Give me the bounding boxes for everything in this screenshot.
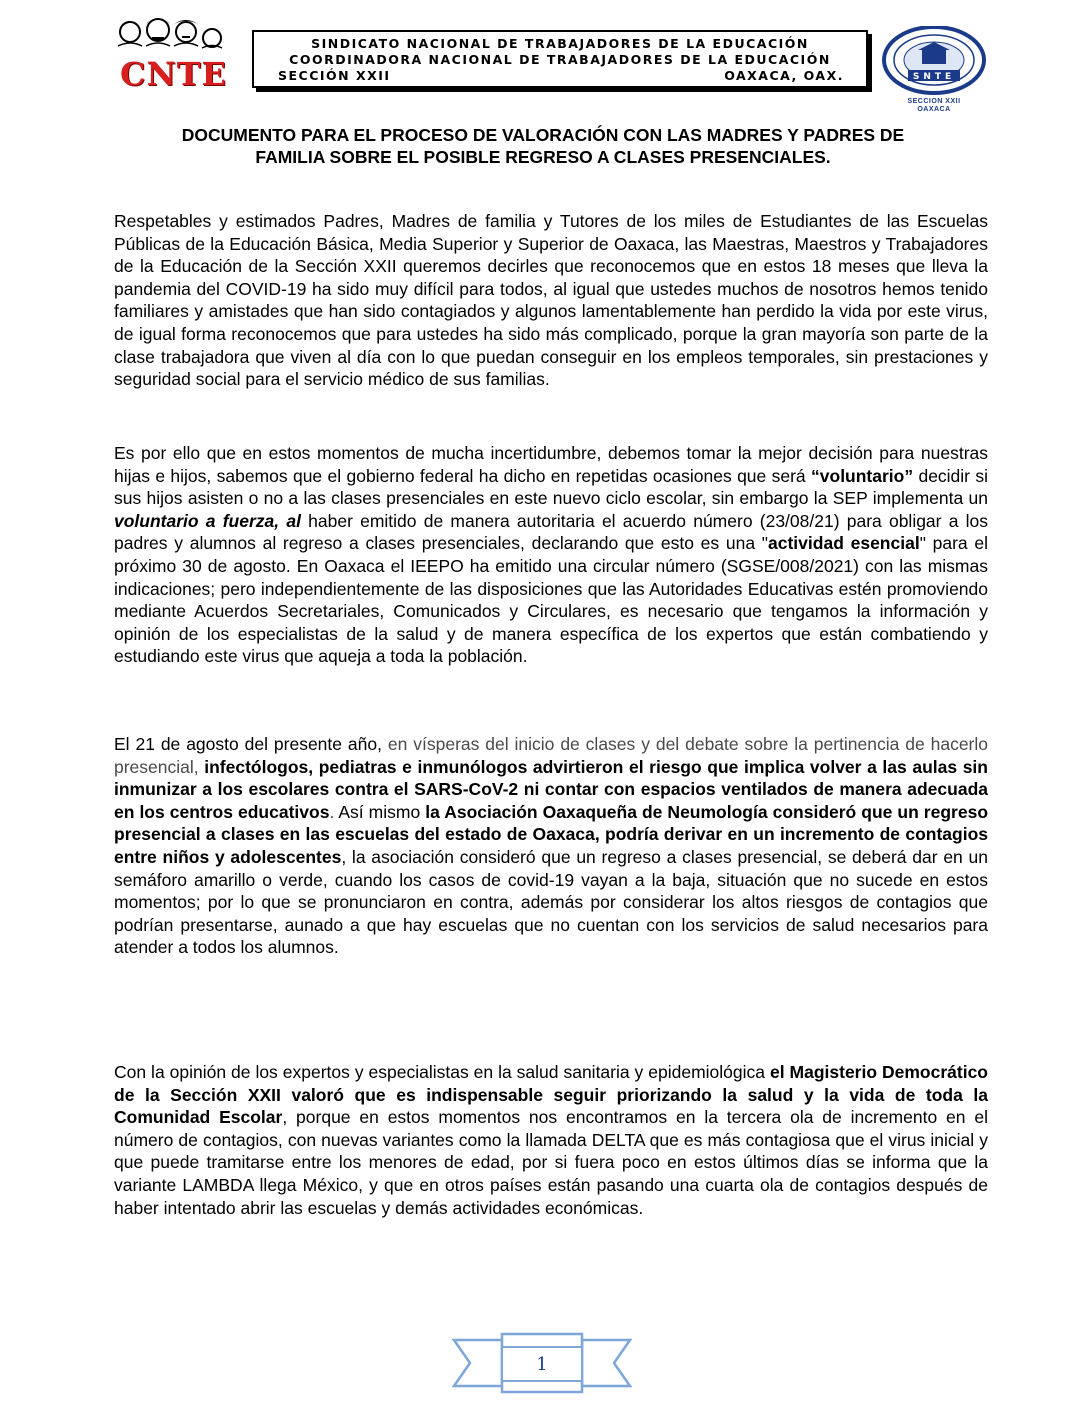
p2-bold-voluntario: “voluntario” <box>811 465 914 486</box>
p2-text-1: Es por ello que en estos momentos de mucha incertidumbre, debemos tomar la mejor decisión para nuestras hijas e hijos, sabemos que el gobierno federal ha dicho en repetidas ocasiones que será <box>114 443 988 486</box>
header-location: OAXACA, OAX. <box>724 68 844 83</box>
page-number-banner <box>452 1330 632 1396</box>
p3-bold-1: infectólogos, pediatras e inmunólogos advirtieron el riesgo que implica volver a las aulas sin inmunizar a los escolares contra el SARS-CoV-2 ni contar con espacios ventilados de manera adecuada en los centros educativos <box>114 756 988 822</box>
snte-seal <box>882 26 986 113</box>
p3-text-3: , la asociación consideró que un regreso a clases presencial, se deberá dar en un semáforo amarillo o verde, cuando los casos de covid-19 vayan a la baja, situación que no sucede en estos momentos; por lo que se pronunciaron en contra, además por considerar los altos riesgos de contagios que podrían presentarse, aunado a que hay escuelas que no cuentan con los servicios de salud necesarios para atender a todos los alumnos. <box>114 846 989 958</box>
paragraph-3 <box>114 733 988 959</box>
letterhead <box>0 0 1088 113</box>
p3-grey-2: . <box>329 801 339 822</box>
header-line-1: SINDICATO NACIONAL DE TRABAJADORES DE LA EDUCACIÓN <box>311 36 809 51</box>
cnte-logo <box>108 16 238 93</box>
p2-text-2: decidir si sus hijos asisten o no a las clases presenciales en este nuevo ciclo escolar, sin embargo la SEP implementa un <box>114 465 988 509</box>
p2-text-4: " para el próximo 30 de agosto. En Oaxaca el IEEPO ha emitido una circular número (SGSE/008/2021) con las mismas indicaciones; pero independientemente de las disposiciones que las Autoridades Educativas estén promoviendo mediante Acuerdos Secretariales, Comunicados y Circulares, es necesario que tengamos la información y opinión de los especialistas de la salud y de manera específica de los expertos que están combatiendo y estudiando este virus que aqueja a toda la población. <box>114 533 988 667</box>
document-title <box>110 124 976 168</box>
snte-seal-text: SNTE <box>912 72 956 82</box>
p4-bold-1: el Magisterio Democrático de la Sección XXII valoró que es indispensable seguir priorizando la salud y la vida de toda la Comunidad Escolar <box>114 1062 988 1128</box>
title-line-1: DOCUMENTO PARA EL PROCESO DE VALORACIÓN CON LAS MADRES Y PADRES DE <box>181 125 905 145</box>
p3-bold-2: la Asociación Oaxaqueña de Neumología consideró que un regreso presencial a clases en las escuelas del estado de Oaxaca, podría derivar en un incremento de contagios entre niños y adolescentes <box>114 801 989 867</box>
page-number: 1 <box>536 1353 548 1375</box>
seal-caption-city: OAXACA <box>917 106 951 113</box>
cnte-logo-text: CNTE <box>120 55 227 93</box>
seal-caption-section: SECCION XXII <box>907 98 961 105</box>
snte-seal-caption <box>882 98 986 114</box>
p4-text-2: , porque en estos momentos nos encontramos en la tercera ola de incremento en el número de contagios, con nuevas variantes como la llamada DELTA que es más contagiosa que el virus inicial y que puede tramitarse entre los menores de edad, por si fuera poco en estos últimos días se informa que la variante LAMBDA llega México, y que en otros países están pasando una cuarta ola de contagios después de haber intentado abrir las escuelas y demás actividades económicas. <box>114 1107 988 1218</box>
p3-grey-1: en vísperas del inicio de clases y del debate sobre la pertinencia de hacerlo presencial, <box>114 734 989 777</box>
header-title-box <box>252 30 868 88</box>
paragraph-4 <box>114 1061 988 1219</box>
title-line-2: FAMILIA SOBRE EL POSIBLE REGRESO A CLASES PRESENCIALES. <box>255 147 831 167</box>
p3-text-2: Así mismo <box>338 801 426 822</box>
p4-text-1: Con la opinión de los expertos y especialistas en la salud sanitaria y epidemiológica <box>114 1062 770 1082</box>
p2-bold-italic-voluntario-a-fuerza: voluntario a fuerza, al <box>114 510 301 531</box>
header-line-3 <box>264 68 856 84</box>
p2-text-3: haber emitido de manera autoritaria el acuerdo número (23/08/21) para obligar a los padres y alumnos al regreso a clases presenciales, declarando que esto es una " <box>114 510 989 554</box>
paragraph-2 <box>114 442 988 668</box>
header-section: SECCIÓN XXII <box>278 68 391 83</box>
p2-bold-actividad-esencial: actividad esencial <box>768 533 920 554</box>
paragraph-1: Respetables y estimados Padres, Madres de familia y Tutores de los miles de Estudiantes de las Escuelas Públicas de la Educación Básica, Media Superior y Superior de Oaxaca, las Maestras, Maestros y Trabajadores de la Educación de la Sección XXII queremos decirles que reconocemos que en estos 18 meses que lleva la pandemia del COVID-19 ha sido muy difícil para todos, al igual que ustedes muchos de nosotros hemos tenido familiares y amistades que han sido contagiados y algunos lamentablemente han perdido la vida por este virus, de igual forma reconocemos que para ustedes ha sido más complicado, porque la gran mayoría son parte de la clase trabajadora que viven al día con lo que puedan conseguir en los empleos temporales, sin prestaciones y seguridad social para el servicio médico de sus familias. <box>114 211 988 390</box>
snte-seal-icon <box>882 26 986 98</box>
header-line-2: COORDINADORA NACIONAL DE TRABAJADORES DE LA EDUCACIÓN <box>289 52 831 67</box>
p3-text-1: El 21 de agosto del presente año, <box>114 734 388 754</box>
